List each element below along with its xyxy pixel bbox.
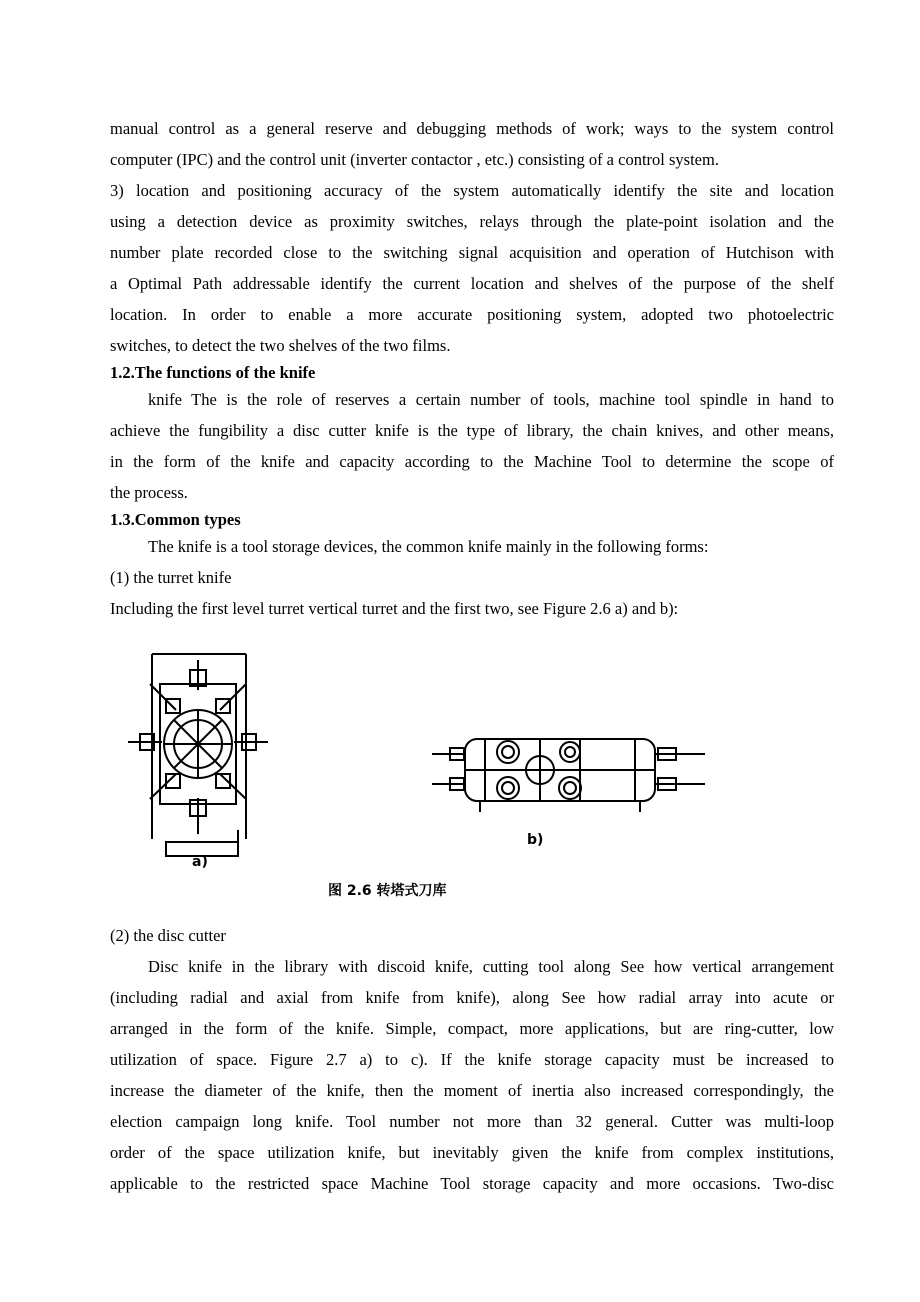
- paragraph-line: using a detection device as proximity switches, relays through the plate-point isolation and the: [110, 212, 834, 231]
- paragraph-line: 3) location and positioning accuracy of the system automatically identify the site and location: [110, 181, 834, 200]
- list-item: (1) the turret knife: [110, 568, 232, 587]
- document-page: [110, 113, 834, 1199]
- paragraph-line: computer (IPC) and the control unit (inverter contactor , etc.) consisting of a control system.: [110, 150, 719, 169]
- paragraph-line: manual control as a general reserve and debugging methods of work; ways to the system control: [110, 119, 834, 138]
- paragraph-line: Disc knife in the library with discoid knife, cutting tool along See how vertical arrangement: [148, 957, 834, 976]
- list-item: (2) the disc cutter: [110, 926, 226, 945]
- figure-label-a: a): [192, 854, 208, 870]
- turret-drawing: [110, 624, 834, 920]
- paragraph-line: the process.: [110, 483, 188, 502]
- paragraph-line: utilization of space. Figure 2.7 a) to c). If the knife storage capacity must be increased to: [110, 1050, 834, 1069]
- figure-2-6: [110, 624, 834, 920]
- paragraph-line: (including radial and axial from knife from knife), along See how radial array into acute or: [110, 988, 834, 1007]
- figure-label-b: b): [527, 832, 544, 848]
- figure-caption: 图 2.6 转塔式刀库: [328, 883, 447, 899]
- paragraph-line: achieve the fungibility a disc cutter knife is the type of library, the chain knives, and other means,: [110, 421, 834, 440]
- paragraph-line: election campaign long knife. Tool number not more than 32 general. Cutter was multi-loop: [110, 1112, 834, 1131]
- paragraph-line: number plate recorded close to the switching signal acquisition and operation of Hutchison with: [110, 243, 834, 262]
- section-heading-functions: 1.2.The functions of the knife: [110, 363, 316, 382]
- paragraph-line: in the form of the knife and capacity according to the Machine Tool to determine the scope of: [110, 452, 834, 471]
- section-heading-common-types: 1.3.Common types: [110, 510, 241, 529]
- paragraph-line: increase the diameter of the knife, then the moment of inertia also increased correspondingly, the: [110, 1081, 834, 1100]
- paragraph-line: knife The is the role of reserves a certain number of tools, machine tool spindle in hand to: [148, 390, 834, 409]
- paragraph-line: order of the space utilization knife, but inevitably given the knife from complex institutions,: [110, 1143, 834, 1162]
- paragraph-line: applicable to the restricted space Machine Tool storage capacity and more occasions. Two-disc: [110, 1174, 834, 1193]
- paragraph-line: location. In order to enable a more accurate positioning system, adopted two photoelectric: [110, 305, 834, 324]
- paragraph-line: switches, to detect the two shelves of the two films.: [110, 336, 451, 355]
- paragraph-line: arranged in the form of the knife. Simple, compact, more applications, but are ring-cutter, low: [110, 1019, 834, 1038]
- paragraph-line: a Optimal Path addressable identify the current location and shelves of the purpose of the shelf: [110, 274, 834, 293]
- paragraph-line: The knife is a tool storage devices, the common knife mainly in the following forms:: [148, 537, 709, 556]
- paragraph-line: Including the first level turret vertical turret and the first two, see Figure 2.6 a) and b):: [110, 599, 679, 618]
